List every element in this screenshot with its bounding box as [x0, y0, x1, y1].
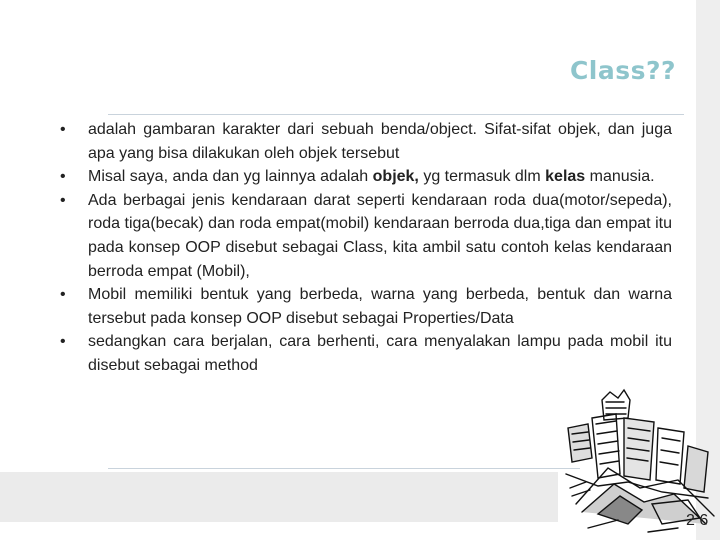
bullet-marker: • [60, 333, 66, 351]
bullet-marker: • [60, 286, 66, 304]
bullet-marker: • [60, 168, 66, 186]
bullet-item-1 [60, 118, 672, 165]
footer-band [0, 472, 558, 522]
bullet-text: sedangkan cara berjalan, cara berhenti, cara menyalakan lampu pada mobil itu disebut sebagai method [88, 333, 672, 374]
page-number: 2 6 [686, 512, 709, 529]
bullet-marker: • [60, 121, 66, 138]
bullet-text: Ada berbagai jenis kendaraan darat seperti kendaraan roda dua(motor/sepeda), roda tiga(becak) dan roda empat(mobil) kendaraan berroda dua,tiga dan empat itu pada konsep OOP disebut sebagai Class, kita ambil satu contoh kelas kendaraan berroda empat (Mobil), [88, 191, 672, 280]
bullet-item-2 [60, 165, 672, 189]
bullet-marker: • [60, 191, 66, 209]
title-divider [108, 114, 684, 115]
bold-term-kelas: kelas [545, 168, 586, 186]
bullet-item-3 [60, 189, 672, 283]
bullet-text [88, 168, 655, 185]
slide-title: Class?? [569, 56, 676, 85]
bullet-item-5 [60, 330, 672, 377]
bullet-text: adalah gambaran karakter dari sebuah benda/object. Sifat-sifat objek, dan juga apa yang bisa dilakukan oleh objek tersebut [88, 121, 672, 162]
bold-term-objek: objek, [372, 168, 419, 186]
bullet-list [60, 118, 672, 378]
bullet-text: Mobil memiliki bentuk yang berbeda, warna yang berbeda, bentuk dan warna tersebut pada konsep OOP disebut sebagai Properties/Data [88, 286, 672, 327]
bullet-text-segment: manusia. [585, 168, 655, 186]
bullet-item-4 [60, 283, 672, 330]
footer-divider [108, 468, 580, 469]
bullet-text-segment: Misal saya, anda dan yg lainnya adalah [88, 168, 373, 186]
bullet-text-segment: yg termasuk dlm [418, 168, 546, 186]
